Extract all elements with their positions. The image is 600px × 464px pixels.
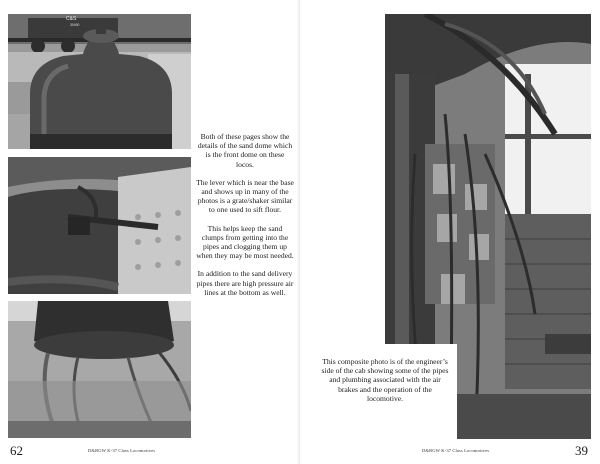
railcar-number: 30490 [70, 23, 80, 27]
running-footer-right: D&RGW K-37 Class Locomotives [422, 448, 490, 453]
page-number-left: 62 [10, 443, 23, 458]
sand-dome-base-photo [8, 301, 191, 438]
photo-caption: This composite photo is of the engineer’s side of the cab showing some of the pipes and plumbing associated with the air brakes and the operation of the locomotive. [319, 354, 451, 406]
sand-dome-top-photo [8, 14, 191, 149]
body-text [196, 132, 294, 306]
sand-dome-lever-photo [8, 157, 191, 294]
railcar-lettering: C&S [66, 16, 77, 22]
paragraph-3: This helps keep the sand clumps from getting into the pipes and clogging them up when they may be most needed. [196, 223, 294, 261]
running-footer-left: D&RGW K-37 Class Locomotives [88, 448, 156, 453]
paragraph-1: Both of these pages show the details of the sand dome which is the front dome on these locos. [197, 132, 293, 169]
page-number-right: 39 [575, 443, 588, 458]
paragraph-2: The lever which is near the base and shows up in many of the photos is a grate/shaker similar to one used to sift flour. [196, 177, 294, 215]
paragraph-4: In addition to the sand delivery pipes there are high pressure air lines at the bottom as well. [196, 269, 294, 297]
